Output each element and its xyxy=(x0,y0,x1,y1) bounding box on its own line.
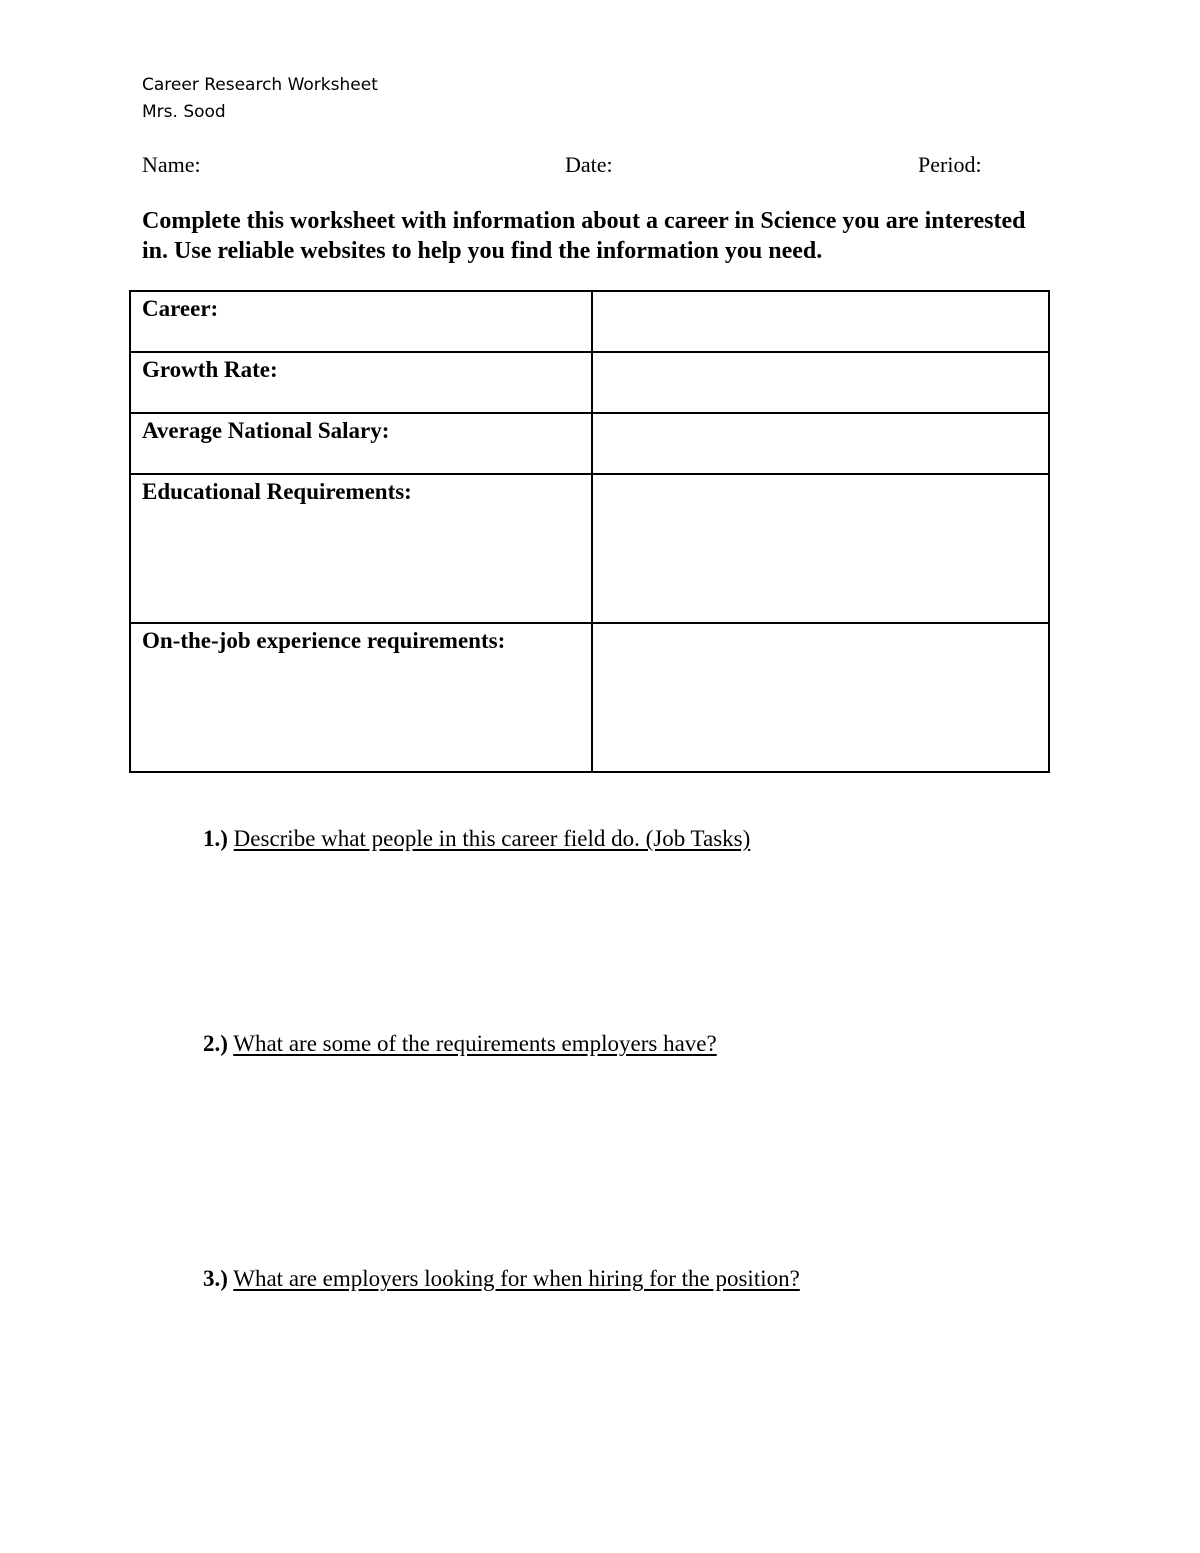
row-label-salary: Average National Salary: xyxy=(130,413,592,474)
career-info-table xyxy=(129,290,1050,773)
name-label: Name: xyxy=(142,152,201,177)
question-1 xyxy=(203,826,750,852)
table-row xyxy=(130,413,1049,474)
question-2 xyxy=(203,1031,717,1057)
table-row xyxy=(130,352,1049,413)
question-text: Describe what people in this career field do. (Job Tasks) xyxy=(233,826,751,851)
date-label: Date: xyxy=(565,152,613,177)
question-number: 3.) xyxy=(203,1266,228,1291)
table-row xyxy=(130,291,1049,352)
question-text: What are employers looking for when hiring for the position? xyxy=(233,1266,800,1291)
question-text: What are some of the requirements employers have? xyxy=(233,1031,717,1056)
period-label: Period: xyxy=(918,152,982,177)
row-label-growth-rate: Growth Rate: xyxy=(130,352,592,413)
instructions-text: Complete this worksheet with information about a career in Science you are interested in. Use reliable websites to help you find the information you need. xyxy=(142,208,1026,264)
table-row xyxy=(130,474,1049,623)
worksheet-title: Career Research Worksheet xyxy=(142,75,378,95)
row-label-career: Career: xyxy=(130,291,592,352)
row-value-education[interactable] xyxy=(592,474,1049,623)
question-number: 2.) xyxy=(203,1031,228,1056)
row-value-growth-rate[interactable] xyxy=(592,352,1049,413)
question-3 xyxy=(203,1266,800,1292)
teacher-name: Mrs. Sood xyxy=(142,102,226,122)
row-value-career[interactable] xyxy=(592,291,1049,352)
table-row xyxy=(130,623,1049,772)
question-number: 1.) xyxy=(203,826,228,851)
row-label-education: Educational Requirements: xyxy=(130,474,592,623)
row-label-experience: On-the-job experience requirements: xyxy=(130,623,592,772)
row-value-salary[interactable] xyxy=(592,413,1049,474)
row-value-experience[interactable] xyxy=(592,623,1049,772)
